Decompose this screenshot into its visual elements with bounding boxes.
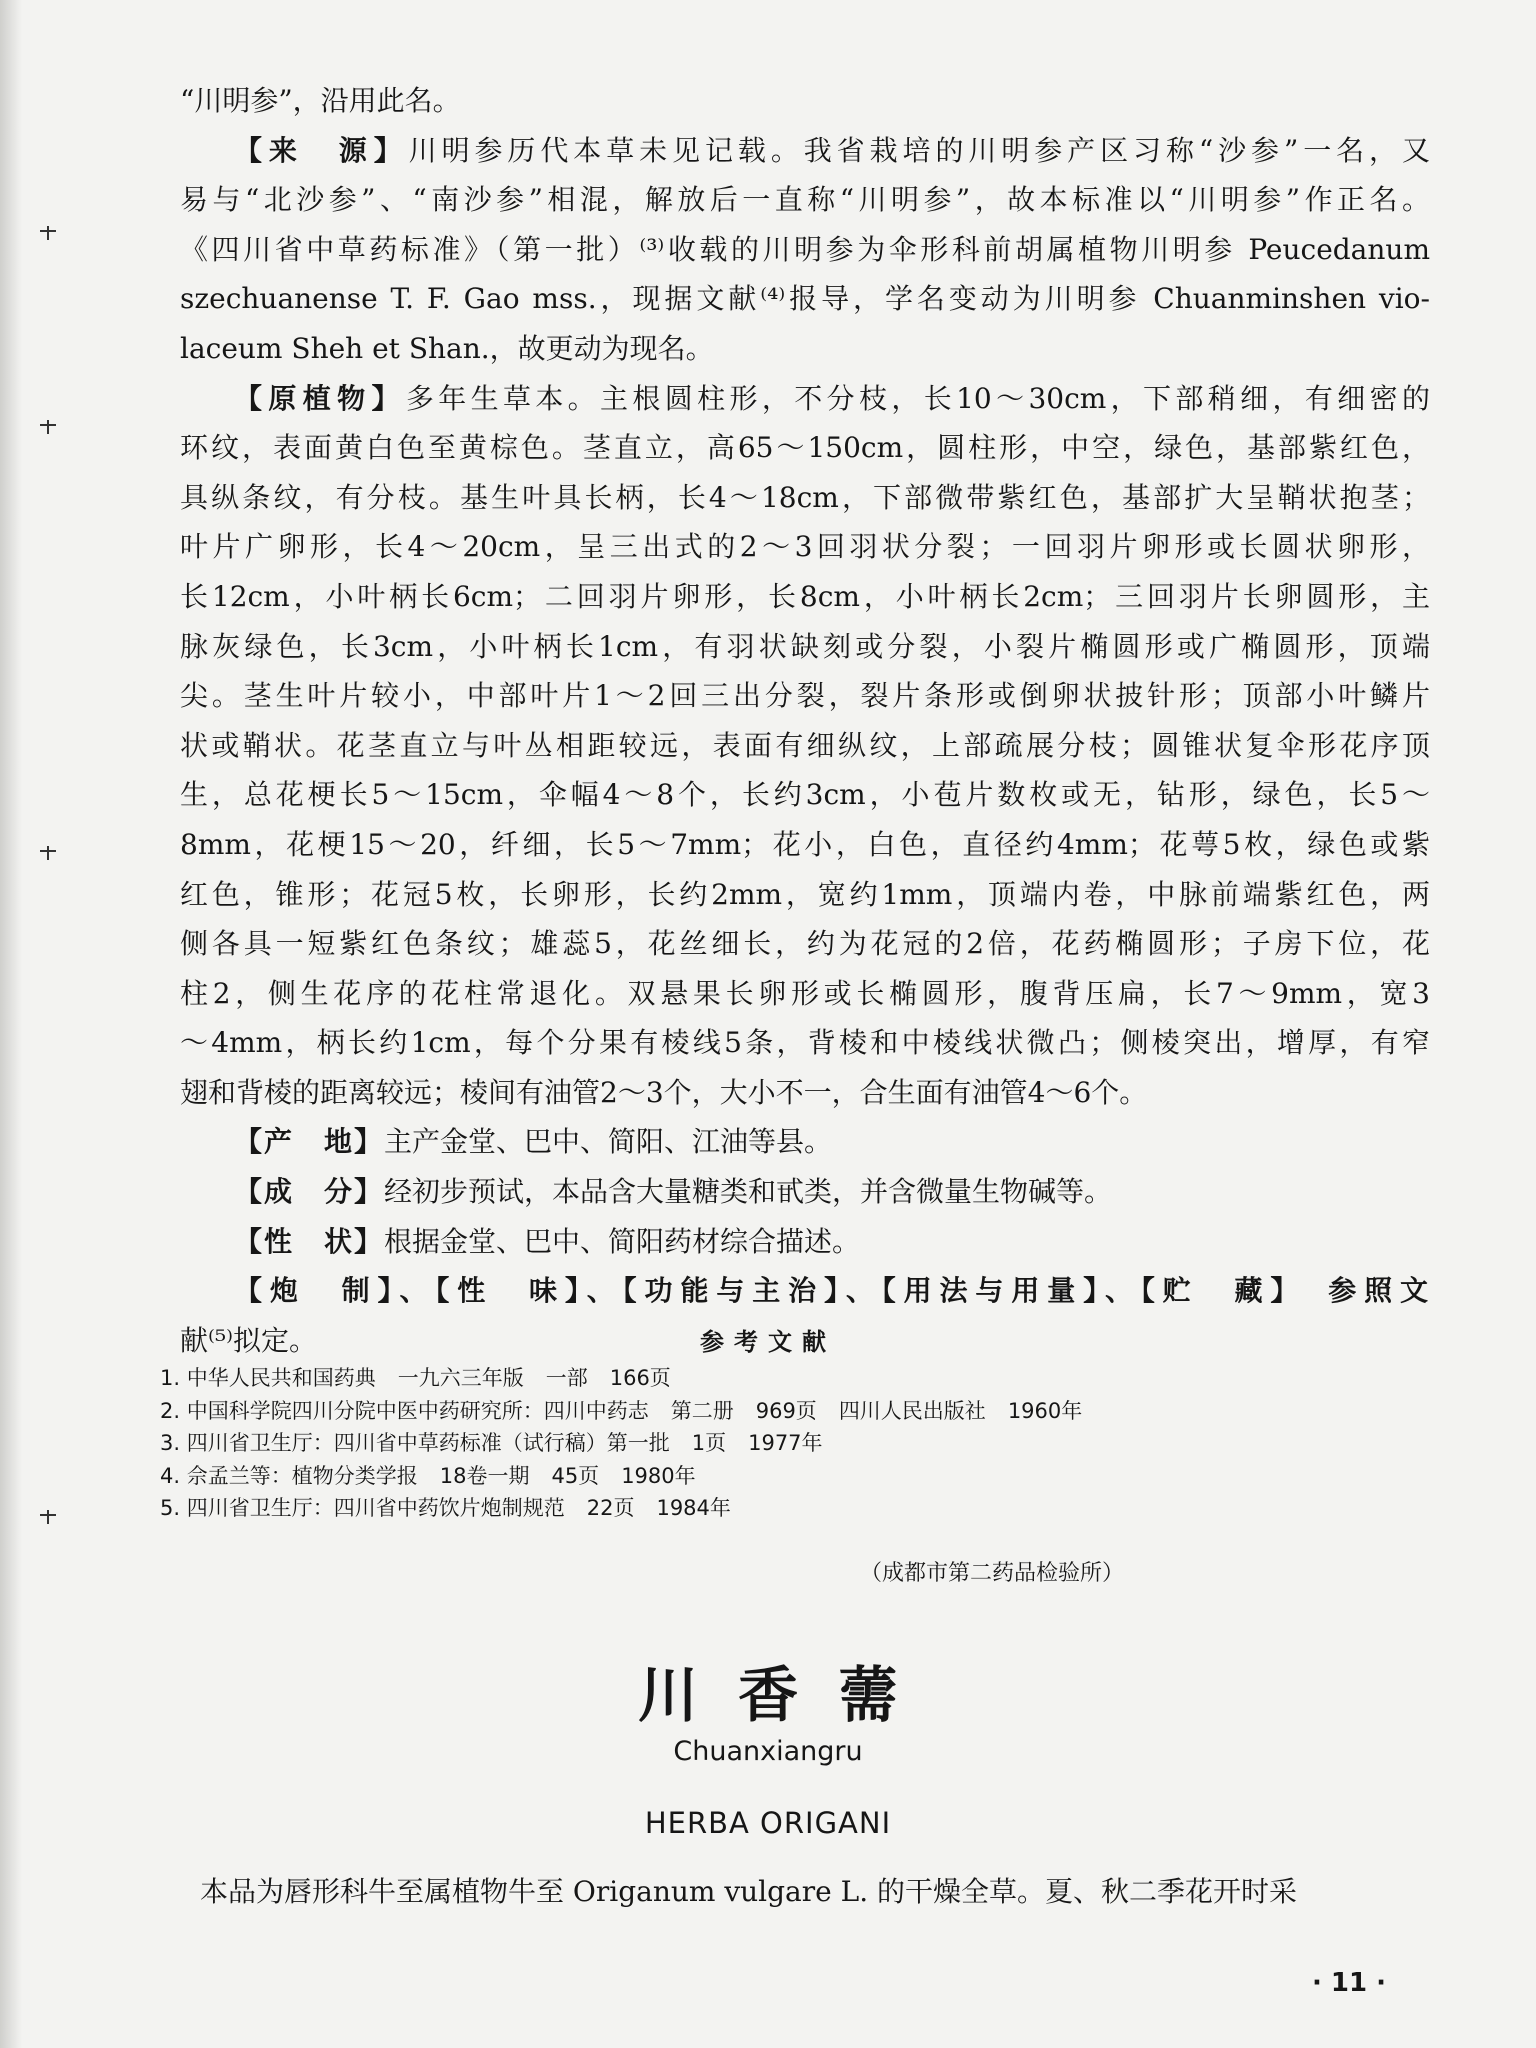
entry-title: 川香薷 [638,1661,938,1731]
text-line: 脉灰绿色，长3cm，小叶柄长1cm，有羽状缺刻或分裂，小裂片椭圆形或广椭圆形，顶端 [180,629,1430,663]
text-line: 长12cm，小叶柄长6cm；二回羽片卵形，长8cm，小叶柄长2cm；三回羽片长卵圆形，主 [180,579,1430,613]
reference-item: 1. 中华人民共和国药典 一九六三年版 一部 166页 [160,1366,671,1390]
text-line: 侧各具一短紫红色条纹；雄蕊5，花丝细长，约为花冠的2倍，花药椭圆形；子房下位，花 [180,927,1430,961]
references-list [160,1362,1420,1525]
text-line: szechuanense T. F. Gao mss.，现据文献⁽⁴⁾报导，学名变动为川明参 Chuanminshen vio- [180,282,1430,316]
reference-item: 3. 四川省卫生厅：四川省中草药标准（试行稿）第一批 1页 1977年 [160,1431,823,1455]
margin-mark [40,420,56,434]
reference-item: 4. 佘孟兰等：植物分类学报 18卷一期 45页 1980年 [160,1463,696,1488]
text-line: laceum Sheh et Shan.，故更动为现名。 [180,331,714,365]
text-line: 主产金堂、巴中、简阳、江油等县。 [384,1125,833,1159]
source-paragraph-line [180,126,1430,176]
section-head-character: 【性 状】 [234,1224,385,1258]
text-line: 易与“北沙参”、“南沙参”相混，解放后一直称“川明参”，故本标准以“川明参”作正名。 [180,183,1430,217]
text-line: 多年生草本。主根圆柱形，不分枝，长10～30cm，下部稍细，有细密的 [405,381,1430,415]
text-line: 红色，锥形；花冠5枚，长卵形，长约2mm，宽约1mm，顶端内卷，中脉前端紫红色，两 [180,877,1430,911]
margin-mark [40,226,56,240]
section-head-plant: 【原植物】 [234,381,406,415]
references-title: 参考文献 [700,1328,836,1356]
text-line: 川明参历代本草未见记载。我省栽培的川明参产区习称“沙参”一名，又 [408,133,1430,167]
text-line: 尖。茎生叶片较小，中部叶片1～2回三出分裂，裂片条形或倒卵状披针形；顶部小叶鳞片 [180,679,1430,713]
page-number: · 11 · [1312,1968,1387,1998]
text-line: 环纹，表面黄白色至黄棕色。茎直立，高65～150cm，圆柱形，中空，绿色，基部紫红色， [180,431,1430,465]
text-line: 生，总花梗长5～15cm，伞幅4～8个，长约3cm，小苞片数枚或无，钻形，绿色，长5～ [180,778,1430,812]
contributor-credit: （成都市第二药品检验所） [860,1561,1125,1586]
plant-paragraph-line [180,374,1430,424]
text-line: 8mm，花梗15～20，纤细，长5～7mm；花小，白色，直径约4mm；花萼5枚，绿色或紫 [180,827,1430,861]
section-head-source: 【来 源】 [234,133,409,167]
composition-line [180,1167,1430,1217]
text-line: 翅和背棱的距离较远；棱间有油管2～3个，大小不一，合生面有油管4～6个。 [180,1075,1148,1109]
text-line: 《四川省中草药标准》（第一批）⁽³⁾收载的川明参为伞形科前胡属植物川明参 Peucedanum [180,232,1430,266]
text-line: 经初步预试，本品含大量糖类和甙类，并含微量生物碱等。 [384,1175,1113,1209]
text-line: 柱2，侧生花序的花柱常退化。双悬果长卵形或长椭圆形，腹背压扁，长7～9mm，宽3 [180,976,1430,1010]
margin-mark [40,846,56,860]
text-line: 具纵条纹，有分枝。基生叶具长柄，长4～18cm，下部微带紫红色，基部扩大呈鞘状抱茎； [180,480,1430,514]
text-line: 根据金堂、巴中、简阳药材综合描述。 [384,1224,861,1258]
text-line: 献⁽⁵⁾拟定。 [180,1323,317,1357]
entry-latin-name: HERBA ORIGANI [644,1806,892,1840]
section-head-origin: 【产 地】 [234,1125,385,1159]
text-line: 叶片广卵形，长4～20cm，呈三出式的2～3回羽状分裂；一回羽片卵形或长圆状卵形， [180,530,1430,564]
text-line: “川明参”，沿用此名。 [180,84,461,117]
reference-item: 5. 四川省卫生厅：四川省中药饮片炮制规范 22页 1984年 [160,1496,731,1520]
text-line: ～4mm，柄长约1cm，每个分果有棱线5条，背棱和中棱线状微凸；侧棱突出，增厚，有窄 [180,1026,1430,1060]
entry-pinyin: Chuanxiangru [673,1736,863,1767]
text-line: 状或鞘状。花茎直立与叶丛相距较远，表面有细纵纹，上部疏展分枝；圆锥状复伞形花序顶 [180,728,1430,762]
entry-first-line: 本品为唇形科牛至属植物牛至 Origanum vulgare L. 的干燥全草。夏、秋二季花开时采 [200,1875,1298,1908]
reference-item: 2. 中国科学院四川分院中医中药研究所：四川中药志 第二册 969页 四川人民出版社 1960年 [160,1398,1083,1423]
character-line [180,1217,1430,1267]
main-body-text [180,76,1430,1365]
origin-line [180,1117,1430,1167]
section-head-composition: 【成 分】 [234,1175,385,1209]
margin-mark [40,1510,56,1524]
processing-heads-line: 【炮 制】、【性 味】、【功能与主治】、【用法与用量】、【贮 藏】 参照文 [234,1274,1430,1308]
